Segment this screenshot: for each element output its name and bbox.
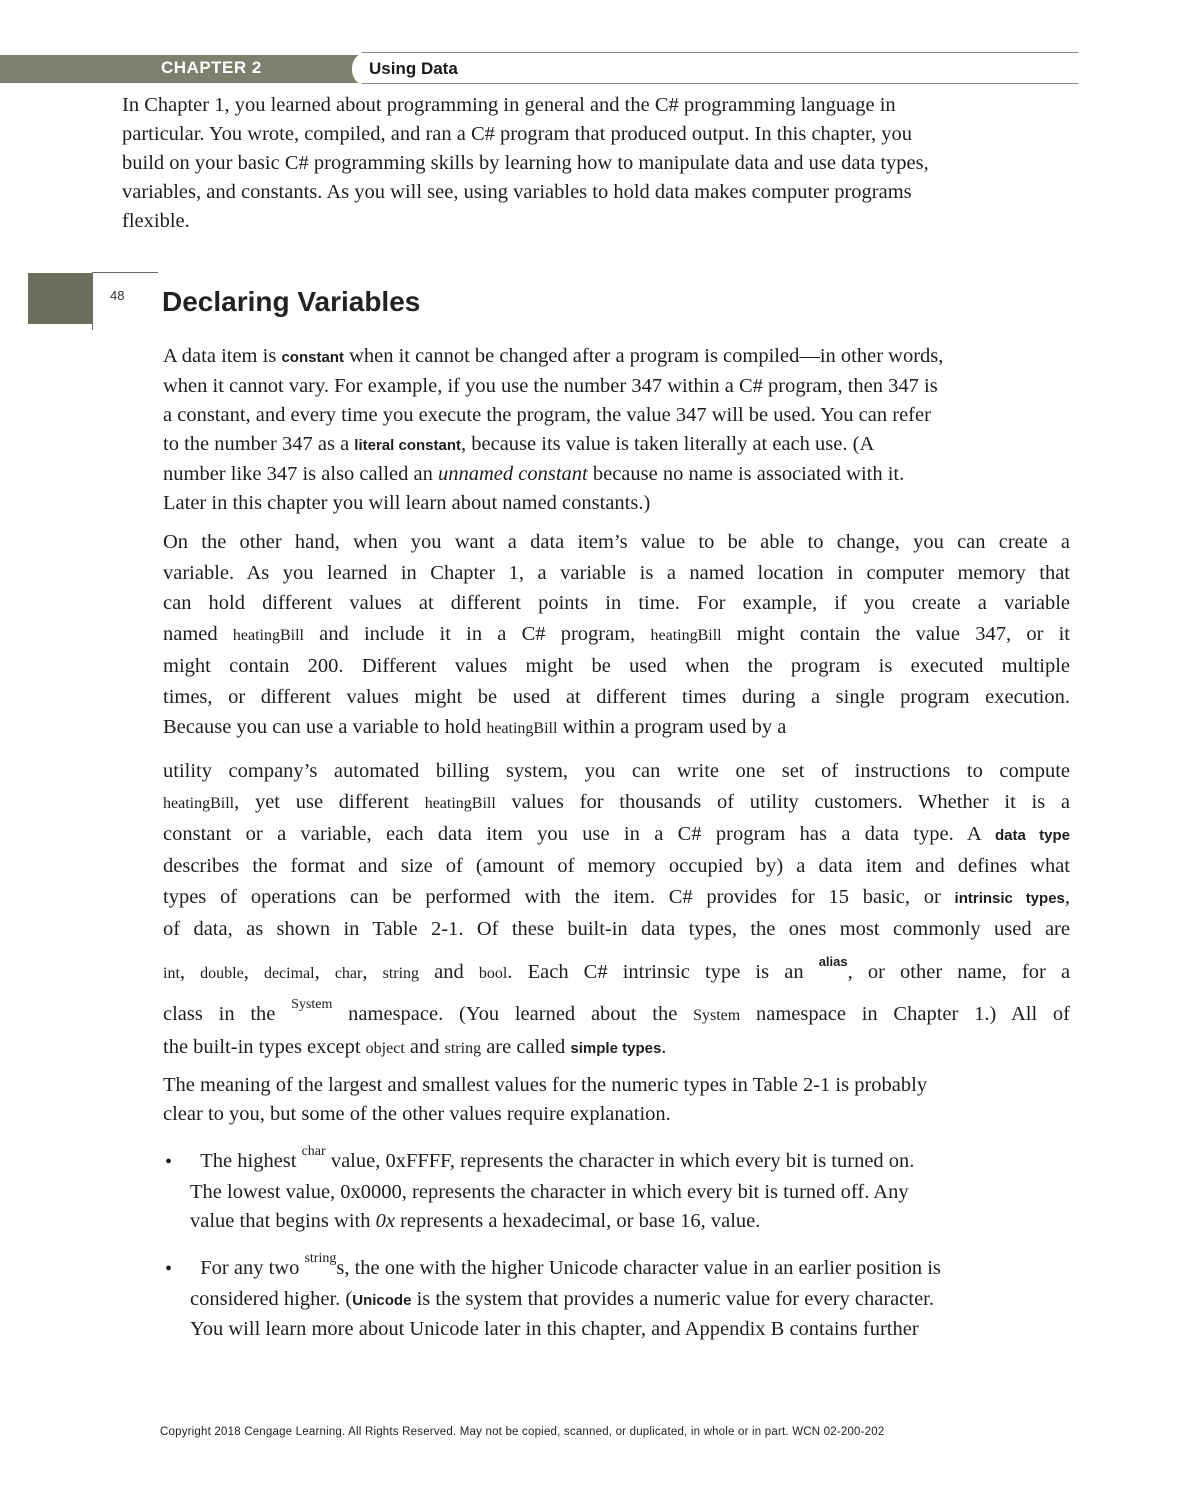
intro-line: variables, and constants. As you will see, using variables to hold data makes computer programs: [122, 181, 912, 203]
text-line: types of operations can be performed with the item. C# provides for 15 basic, or intrinsic types,: [163, 886, 1070, 908]
text-line: times, or different values might be used at different times during a single program execution.: [163, 685, 1070, 708]
text-line: Because you can use a variable to hold heatingBill within a program used by a: [163, 716, 787, 738]
text-line: You will learn more about Unicode later in this chapter, and Appendix B contains further: [190, 1318, 919, 1340]
emphasis: unnamed constant: [437, 463, 588, 485]
intro-line: In Chapter 1, you learned about programming in general and the C# programming language in: [122, 94, 896, 116]
key-term: data type: [994, 827, 1071, 844]
intro-paragraph: [122, 91, 1082, 236]
code-term: heatingBill: [486, 720, 558, 737]
margin-marker: [28, 273, 93, 324]
text-line: describes the format and size of (amount of memory occupied by) a data item and defines what: [163, 855, 1070, 877]
text-line: utility company’s automated billing system, you can write one set of instructions to compute: [163, 760, 1070, 782]
page-number: 48: [110, 288, 125, 303]
margin-rule-horizontal: [92, 272, 158, 273]
header-rule-top: [362, 52, 1078, 53]
text-line: A data item is constant when it cannot be changed after a program is compiled—in other words,: [163, 345, 944, 367]
code-term: char: [301, 1144, 326, 1159]
key-term: alias: [818, 954, 848, 969]
text-line: On the other hand, when you want a data item’s value to be able to change, you can create a: [163, 531, 1070, 553]
copyright-footer: Copyright 2018 Cengage Learning. All Rights Reserved. May not be copied, scanned, or duplicated, in whole or in part. WCN 02-200-202: [160, 1426, 885, 1438]
code-term: System: [693, 1007, 741, 1024]
text-line: number like 347 is also called an unnamed constant because no name is associated with it.: [163, 463, 905, 485]
text-line: clear to you, but some of the other values require explanation.: [163, 1103, 671, 1125]
text-line: considered higher. (Unicode is the system that provides a numeric value for every character.: [190, 1288, 934, 1310]
text-line: can hold different values at different points in time. For example, if you create a variable: [163, 592, 1070, 614]
intro-line: flexible.: [122, 210, 190, 232]
code-term: heatingBill: [232, 626, 304, 644]
code-term: heatingBill: [650, 626, 722, 644]
code-term: heatingBill: [424, 795, 496, 812]
header-rule-bottom: [362, 83, 1078, 84]
emphasis: 0x: [375, 1210, 395, 1232]
paragraph-constants: [163, 342, 1083, 518]
text-line: The meaning of the largest and smallest values for the numeric types in Table 2-1 is probably: [163, 1074, 928, 1096]
bullet-marker: •: [165, 1258, 173, 1280]
bullet-marker: •: [165, 1151, 173, 1173]
code-term: heatingBill: [163, 795, 235, 812]
intro-line: build on your basic C# programming skills by learning how to manipulate data and use data types,: [122, 152, 929, 174]
key-term: Unicode: [352, 1292, 412, 1309]
paragraph-variables: [163, 527, 1070, 745]
text-line: of data, as shown in Table 2-1. Of these built-in data types, the ones most commonly used are: [163, 918, 1070, 940]
chapter-label: CHAPTER 2: [161, 58, 262, 77]
text-line: the built-in types except object and string are called simple types.: [163, 1036, 667, 1058]
text-line: when it cannot vary. For example, if you use the number 347 within a C# program, then 347 is: [163, 375, 938, 397]
bullet-item-string: [190, 1251, 1070, 1344]
section-heading: Declaring Variables: [162, 286, 421, 317]
code-term: string: [304, 1251, 337, 1266]
intro-line: particular. You wrote, compiled, and ran a C# program that produced output. In this chapter, you: [122, 123, 912, 145]
text-line: constant or a variable, each data item you use in a C# program has a data type. A data type: [163, 823, 1071, 845]
bullet-item-char: [190, 1144, 1070, 1236]
text-line: heatingBill, yet use different heatingBill values for thousands of utility customers. Whether it is a: [163, 791, 1070, 813]
chapter-title: Using Data: [369, 59, 458, 78]
key-term: literal constant: [354, 437, 461, 454]
key-term: simple types: [570, 1040, 662, 1057]
text-line: The highest $^{char}$ value, 0xFFFF, represents the character in which every bit is turned on.: [200, 1144, 915, 1172]
margin-rule-vertical: [92, 272, 93, 330]
text-line: Later in this chapter you will learn about named constants.): [163, 492, 651, 514]
key-term: intrinsic types: [954, 890, 1065, 907]
text-line: The lowest value, 0x0000, represents the character in which every bit is turned off. Any: [190, 1181, 909, 1203]
text-line: value that begins with 0x represents a hexadecimal, or base 16, value.: [190, 1210, 761, 1232]
text-line: to the number 347 as a literal constant, because its value is taken literally at each use. (A: [163, 433, 875, 455]
text-line: variable. As you learned in Chapter 1, a variable is a named location in computer memory that: [163, 561, 1070, 584]
text-line: might contain 200. Different values might be used when the program is executed multiple: [163, 655, 1070, 677]
paragraph-meaning: [163, 1071, 1083, 1129]
code-term: System: [291, 997, 333, 1012]
text-line: For any two $^{string}$s, the one with the higher Unicode character value in an earlier position is: [200, 1251, 941, 1279]
paragraph-data-types: [163, 756, 1070, 1064]
text-line: int, double, decimal, char, string and bool. Each C# intrinsic type is an $^{alias}$, or other name, for a: [163, 954, 1071, 983]
key-term: constant: [281, 349, 344, 366]
text-line: a constant, and every time you execute the program, the value 347 will be used. You can refer: [163, 404, 931, 426]
text-line: named heatingBill and include it in a C# program, heatingBill might contain the value 347, or it: [163, 622, 1070, 645]
text-line: class in the $^{System}$ namespace. (You learned about the System namespace in Chapter 1.) All of: [163, 997, 1070, 1025]
